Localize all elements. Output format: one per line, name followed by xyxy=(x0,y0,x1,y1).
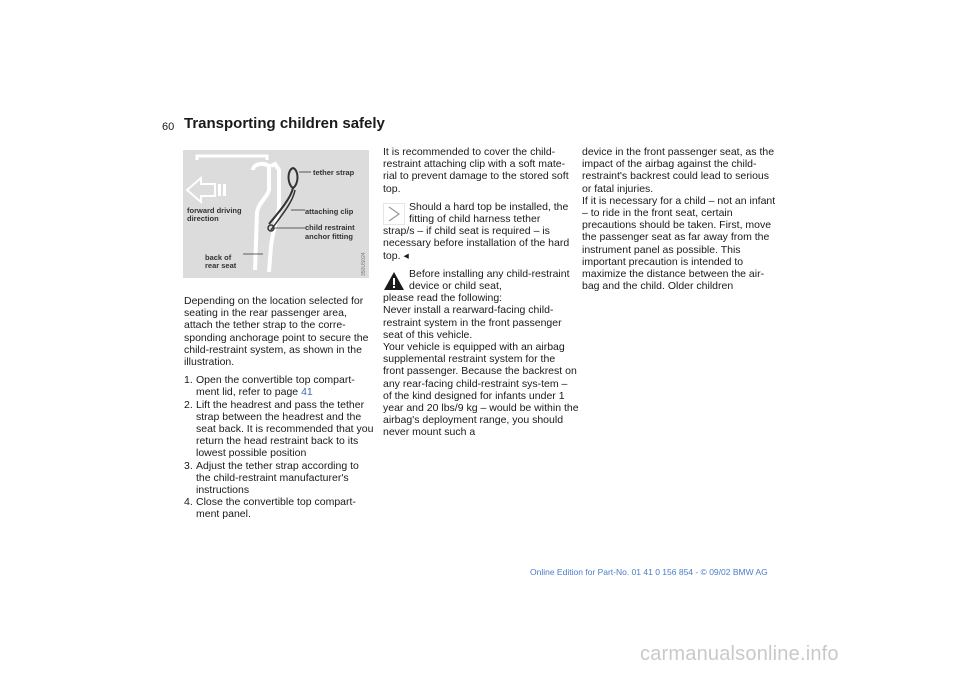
warning-first-lines: Before installing any child-restraint device or child seat, xyxy=(409,267,570,293)
step-number: 3. xyxy=(184,459,193,472)
page-link[interactable]: 41 xyxy=(301,386,313,399)
figure-code: 350US024 xyxy=(361,252,367,276)
column-2 xyxy=(383,146,579,445)
step-text xyxy=(196,374,376,398)
label-anchor-line2: anchor fitting xyxy=(305,232,353,241)
cover-clip-paragraph: It is recommended to cover the child-restraint attaching clip with a soft mate-rial to prevent damage to the stored soft top. xyxy=(383,146,569,195)
label-back-line2: rear seat xyxy=(205,261,237,270)
list-item xyxy=(184,460,376,497)
forward-arrow-bar1 xyxy=(218,184,221,196)
step-number: 1. xyxy=(184,374,193,387)
watermark: carmanualsonline.info xyxy=(640,643,839,665)
label-tether-strap: tether strap xyxy=(313,168,355,177)
hardtop-note xyxy=(383,201,579,262)
list-item xyxy=(184,374,376,398)
forward-arrow-bar2 xyxy=(223,184,226,196)
front-seat-paragraph: If it is necessary for a child – not an infant – to ride in the front seat, certain precautions should be taken. First, move the passenger seat as far away from the instrument panel as possible. This important precaution is intended to maximize the distance between the air-bag and the child. Older children xyxy=(582,194,776,293)
list-item xyxy=(184,399,376,460)
label-forward-line1: forward driving xyxy=(187,206,242,215)
column-1 xyxy=(184,295,376,521)
warning-note xyxy=(383,268,579,305)
illustration-figure xyxy=(183,150,369,278)
step-text: Lift the headrest and pass the tether strap between the headrest and the seat back. It is recommended that you return the head restraint back to its lowest possible position xyxy=(196,398,374,460)
warning-airbag: Your vehicle is equipped with an airbag supplemental restraint system for the front passenger. Because the backrest on any rear-facing child-restraint sys-tem – of the kind designed for infants under 1 year and 20 lbs/9 kg – would be within the airbag's deployment range, you should never mount such a xyxy=(383,341,579,439)
step-number: 2. xyxy=(184,398,193,411)
note-rest: strap/s – if child seat is required – is necessary before installation of the hard top. xyxy=(383,225,570,262)
warning-rest: please read the following: xyxy=(383,292,503,305)
warning-rearward: Never install a rearward-facing child-restraint system in the front passenger seat of this vehicle. xyxy=(383,304,562,341)
steps-list xyxy=(184,374,376,520)
end-mark: ◂ xyxy=(403,249,409,262)
page-title: Transporting children safely xyxy=(184,115,385,132)
step-text-content: Open the convertible top compart-ment lid, refer to page xyxy=(196,374,355,399)
footer-edition: Online Edition for Part-No. 01 41 0 156 854 - © 09/02 BMW AG xyxy=(530,567,768,577)
page-number: 60 xyxy=(162,121,175,133)
note-arrow-icon xyxy=(383,203,405,225)
note-first-lines: Should a hard top be installed, the fitting of child harness tether xyxy=(409,200,569,226)
label-back-line1: back of xyxy=(205,253,232,262)
step-text: Adjust the tether strap according to the child-restraint manufacturer's instructions xyxy=(196,459,359,497)
step-number: 4. xyxy=(184,496,193,509)
column-3 xyxy=(582,146,778,298)
step-text: Close the convertible top compart-ment panel. xyxy=(196,496,356,521)
continued-paragraph: device in the front passenger seat, as the impact of the airbag against the child-restraint's backrest could lead to serious or fatal injuries. xyxy=(582,146,775,195)
warning-icon xyxy=(383,270,405,292)
label-attaching-clip: attaching clip xyxy=(305,207,354,216)
tether-diagram xyxy=(183,150,369,278)
label-anchor-line1: child restraint xyxy=(305,223,355,232)
label-forward-line2: direction xyxy=(187,214,219,223)
intro-paragraph: Depending on the location selected for seating in the rear passenger area, attach the tether strap to the corre-sponding anchorage point to secure the child-restraint system, as shown in the illustration. xyxy=(184,295,369,369)
list-item xyxy=(184,496,376,520)
